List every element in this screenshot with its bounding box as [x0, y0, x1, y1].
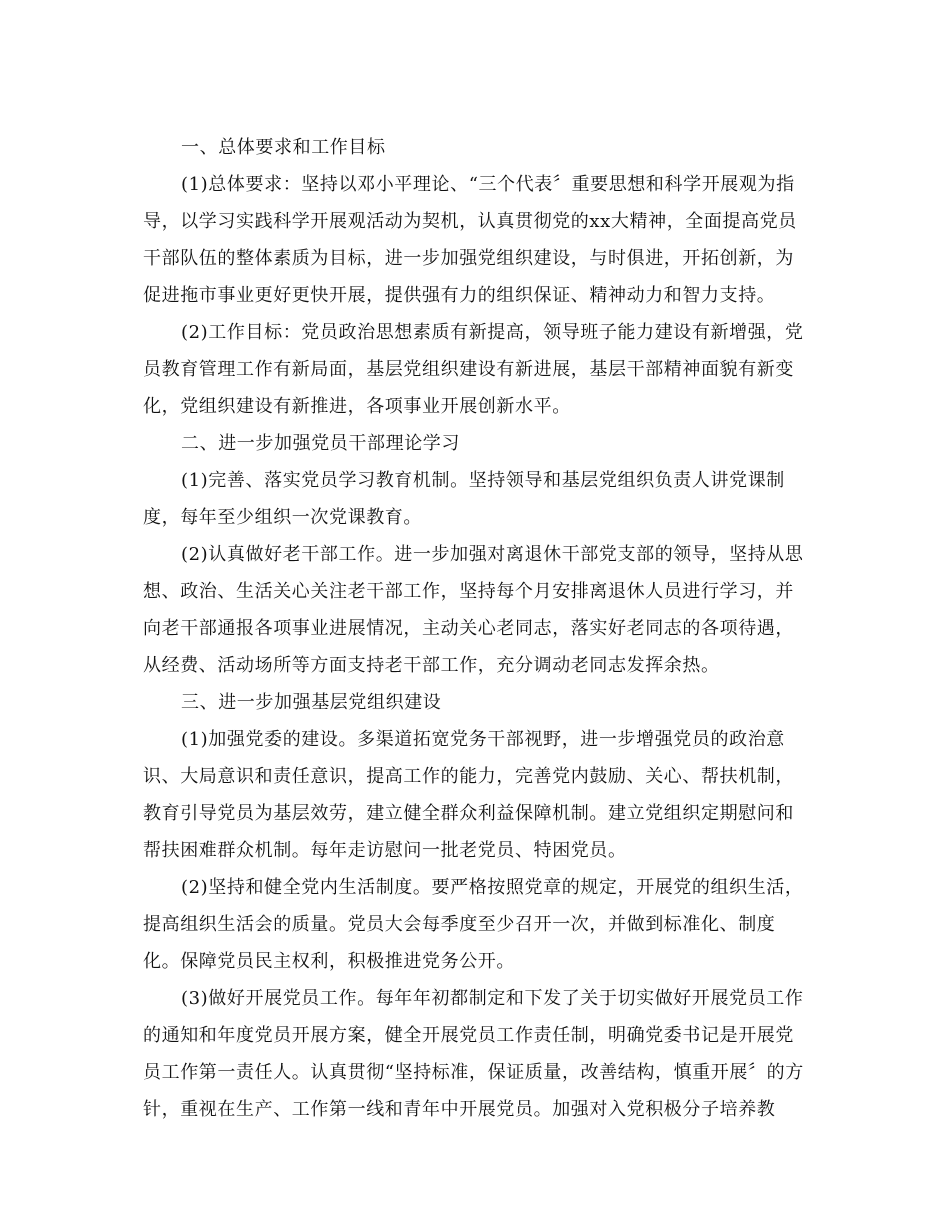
paragraph-line: 教育引导党员为基层效劳，建立健全群众利益保障机制。建立党组织定期慰问和	[143, 803, 794, 824]
paragraph-line: 化，党组织建设有新推进，各项事业开展创新水平。	[143, 396, 571, 417]
paragraph-line: (2)认真做好老干部工作。进一步加强对离退休干部党支部的领导，坚持从思	[181, 544, 804, 565]
paragraph-line: (1)完善、落实党员学习教育机制。坚持领导和基层党组织负责人讲党课制	[181, 470, 785, 491]
paragraph-line: 的通知和年度党员开展方案，健全开展党员工作责任制，明确党委书记是开展党	[143, 1025, 794, 1046]
section-heading: 三、进一步加强基层党组织建设	[181, 692, 442, 713]
paragraph-line: (1)加强党委的建设。多渠道拓宽党务干部视野，进一步增强党员的政治意	[181, 729, 785, 750]
paragraph-line: (2)坚持和健全党内生活制度。要严格按照党章的规定，开展党的组织生活，	[181, 877, 804, 898]
paragraph-line: 针，重视在生产、工作第一线和青年中开展党员。加强对入党积极分子培养教	[143, 1099, 776, 1120]
paragraph-line: 识、大局意识和责任意识，提高工作的能力，完善党内鼓励、关心、帮扶机制，	[143, 766, 794, 787]
paragraph-line: 度，每年至少组织一次党课教育。	[143, 507, 422, 528]
paragraph-line: 化。保障党员民主权利，积极推进党务公开。	[143, 951, 515, 972]
paragraph-line: 向老干部通报各项事业进展情况，主动关心老同志，落实好老同志的各项待遇，	[143, 618, 794, 639]
paragraph-line: 从经费、活动场所等方面支持老干部工作，充分调动老同志发挥余热。	[143, 655, 720, 676]
paragraph-line: 员教育管理工作有新局面，基层党组织建设有新进展，基层干部精神面貌有新变	[143, 359, 794, 380]
section-heading: 二、进一步加强党员干部理论学习	[181, 433, 460, 454]
paragraph-line: 帮扶困难群众机制。每年走访慰问一批老党员、特困党员。	[143, 840, 627, 861]
section-heading: 一、总体要求和工作目标	[181, 137, 386, 158]
paragraph-line: (3)做好开展党员工作。每年年初都制定和下发了关于切实做好开展党员工作	[181, 988, 804, 1009]
document-body	[143, 129, 808, 1128]
paragraph-line: 员工作第一责任人。认真贯彻“坚持标准，保证质量，改善结构，慎重开展〞的方	[143, 1062, 804, 1083]
paragraph-line: 想、政治、生活关心关注老干部工作，坚持每个月安排离退休人员进行学习，并	[143, 581, 794, 602]
paragraph-line: (2)工作目标：党员政治思想素质有新提高，领导班子能力建设有新增强，党	[181, 322, 804, 343]
paragraph-line: (1)总体要求：坚持以邓小平理论、“三个代表〞重要思想和科学开展观为指	[181, 174, 795, 195]
paragraph-line: 干部队伍的整体素质为目标，进一步加强党组织建设，与时俱进，开拓创新，为	[143, 248, 794, 269]
paragraph-line: 促进拖市事业更好更快开展，提供强有力的组织保证、精神动力和智力支持。	[143, 285, 776, 306]
paragraph-line: 提高组织生活会的质量。党员大会每季度至少召开一次，并做到标准化、制度	[143, 914, 776, 935]
paragraph-line: 导，以学习实践科学开展观活动为契机，认真贯彻党的xx大精神，全面提高党员	[143, 211, 797, 232]
